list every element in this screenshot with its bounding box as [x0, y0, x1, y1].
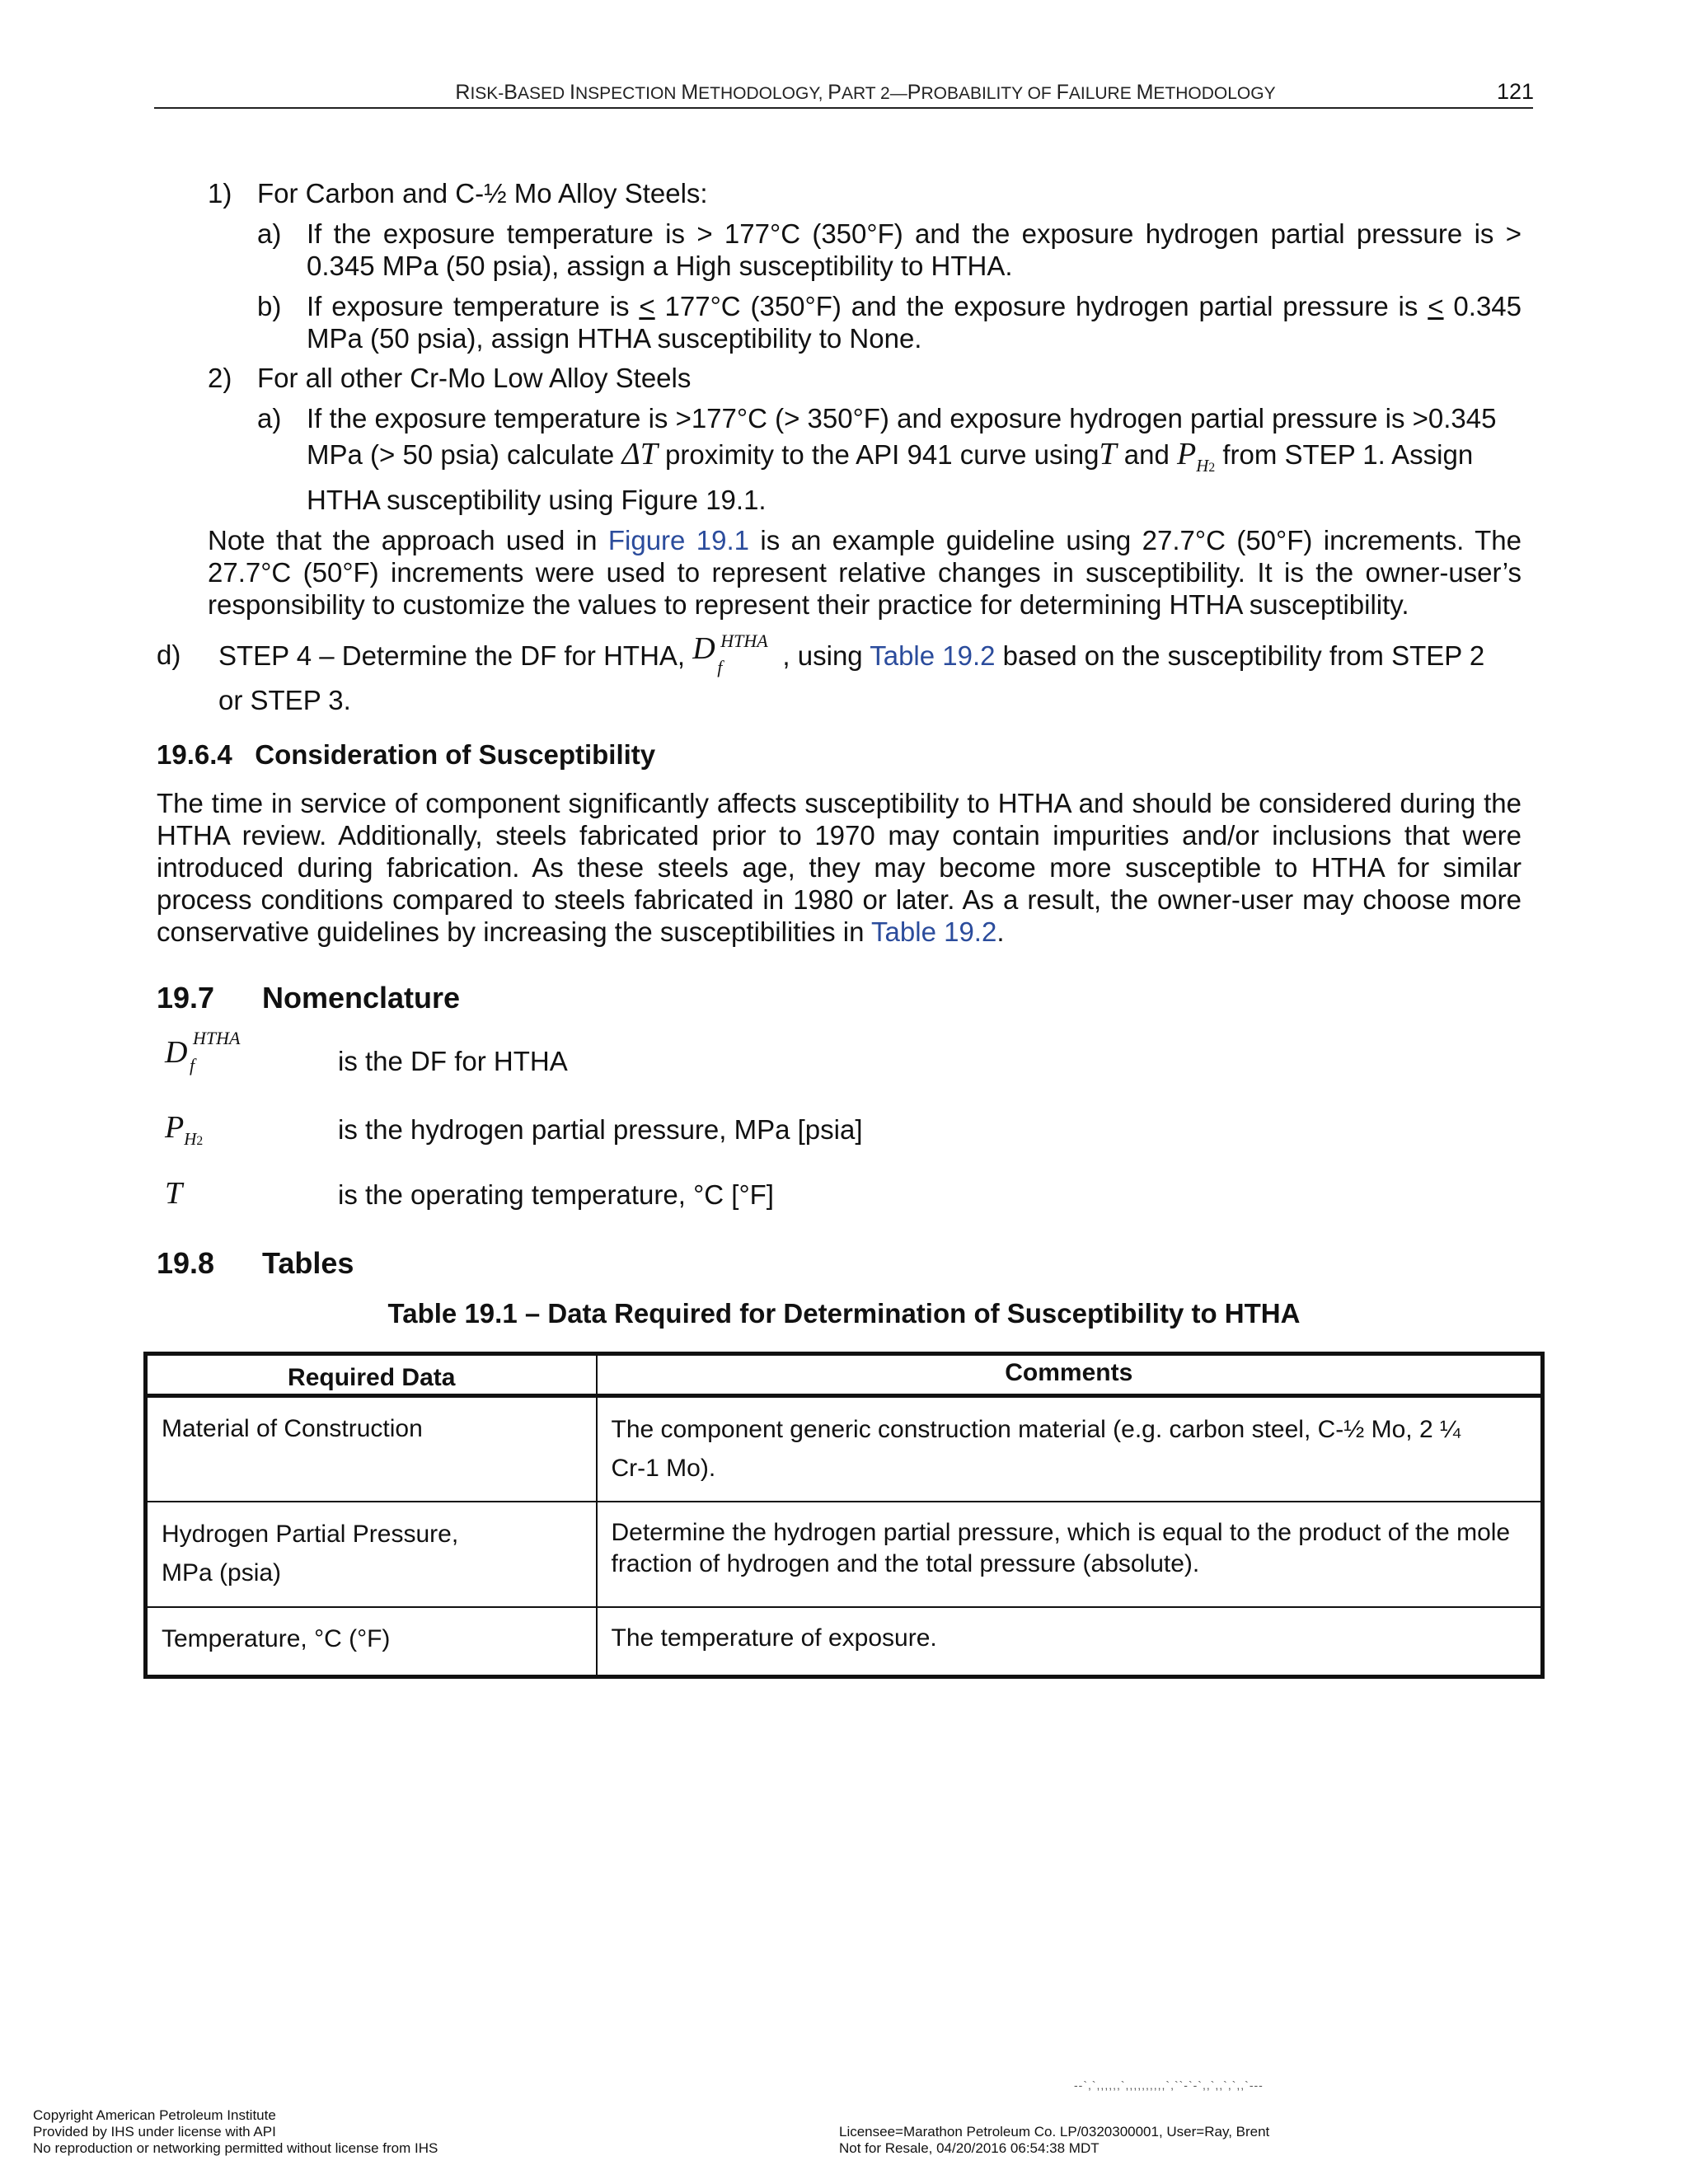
df-htha-symbol: D HTHA f	[692, 630, 768, 677]
table-row	[146, 1396, 1543, 1502]
footer-copyright: Copyright American Petroleum Institute Provided by IHS under license with API No reproduction or networking permitted without license from IHS	[33, 2107, 438, 2156]
note-paragraph: Note that the approach used in Figure 19.1 is an example guideline using 27.7°C (50°F) increments. The 27.7°C (50°F) increments were used to represent relative changes in susceptibility. It is the owner-user’s responsibility to customize the values to represent their practice for determining HTHA susceptibility.	[208, 525, 1522, 620]
susceptibility-paragraph: The time in service of component significantly affects susceptibility to HTHA and should be considered during the HTHA review. Additionally, steels fabricated prior to 1970 may contain impurities and/or inclusions that were introduced during fabrication. As these steels age, they may become more susceptible to HTHA for similar process conditions compared to steels fabricated in 1980 or later. As a result, the owner-user may choose more conservative guidelines by increasing the susceptibilities in Table 19.2.	[157, 788, 1522, 947]
list-item-text: If the exposure temperature is > 177°C (350°F) and the exposure hydrogen partial pressure is > 0.345 MPa (50 psia), assign a High susceptibility to HTHA.	[307, 218, 1522, 281]
list-item-text: For all other Cr-Mo Low Alloy Steels	[257, 363, 692, 393]
table-row	[146, 1502, 1543, 1607]
nomenclature-symbol-t: T	[165, 1176, 183, 1211]
table-19-2-link[interactable]: Table 19.2	[871, 916, 997, 947]
figure-19-1-link[interactable]: Figure 19.1	[607, 525, 750, 555]
table-cell: Determine the hydrogen partial pressure, which is equal to the product of the mole fraction of hydrogen and the total pressure (absolute).	[597, 1502, 1543, 1607]
footer-license: Licensee=Marathon Petroleum Co. LP/0320300001, User=Ray, Brent Not for Resale, 04/20/2016 06:54:38 MDT	[839, 2124, 1270, 2156]
header-divider	[154, 107, 1533, 109]
nomenclature-symbol-ph2: $P_{H2}$	[165, 1110, 204, 1149]
step4-text-cont: or STEP 3.	[218, 685, 351, 715]
t-symbol: T	[1099, 437, 1117, 471]
page-number: 121	[1496, 79, 1534, 104]
list-marker: a)	[257, 403, 282, 434]
table-19-2-link[interactable]: Table 19.2	[870, 640, 996, 671]
ph2-symbol: $P_{H2}$	[1177, 437, 1216, 476]
footer-dots: --`,`,,,,,,`,,,,,,,,,,`,``-`-`,,`,,`,`,,`---	[1074, 2079, 1264, 2092]
section-heading-19-6-4: 19.6.4 Consideration of Susceptibility	[157, 739, 656, 770]
list-item-text: HTHA susceptibility using Figure 19.1.	[307, 485, 767, 515]
list-item-text: For Carbon and C-½ Mo Alloy Steels:	[257, 178, 708, 209]
table-cell: Hydrogen Partial Pressure, MPa (psia)	[146, 1502, 597, 1607]
nomenclature-symbol-df: D HTHA f	[165, 1028, 241, 1076]
list-marker: a)	[257, 218, 282, 249]
running-header: RISK-BASED INSPECTION METHODOLOGY, PART 2—PROBABILITY OF FAILURE METHODOLOGY	[455, 81, 1276, 104]
table-caption: Table 19.1 – Data Required for Determination of Susceptibility to HTHA	[387, 1298, 1301, 1329]
table-header-row	[146, 1354, 1543, 1396]
section-title-nomenclature: Nomenclature	[262, 981, 461, 1015]
list-marker: d)	[157, 640, 181, 670]
data-table	[143, 1352, 1545, 1679]
table-cell: The temperature of exposure.	[597, 1607, 1543, 1677]
section-number-19-8: 19.8	[157, 1246, 215, 1280]
delta-t-symbol: ΔT	[621, 437, 658, 471]
list-marker: b)	[257, 291, 282, 321]
section-title-tables: Tables	[262, 1246, 354, 1280]
list-item-text: If the exposure temperature is >177°C (> 350°F) and exposure hydrogen partial pressure is >0.345	[307, 403, 1497, 434]
nomenclature-def: is the hydrogen partial pressure, MPa [psia]	[338, 1114, 863, 1145]
list-item-text: If exposure temperature is < 177°C (350°F) and the exposure hydrogen partial pressure is < 0.345 MPa (50 psia), assign HTHA susceptibility to None.	[307, 291, 1522, 354]
nomenclature-def: is the DF for HTHA	[338, 1046, 568, 1076]
list-item-text: MPa (> 50 psia) calculate ΔT proximity to the API 941 curve usingT and $P_{H2}$ from STEP 1. Assign	[307, 437, 1474, 476]
step4-text: STEP 4 – Determine the DF for HTHA, D HTHA f , using Table 19.2 based on the susceptibility from STEP 2	[218, 630, 1485, 677]
section-number-19-7: 19.7	[157, 981, 215, 1015]
nomenclature-def: is the operating temperature, °C [°F]	[338, 1179, 774, 1210]
column-header: Required Data	[146, 1354, 597, 1396]
table-cell: Temperature, °C (°F)	[146, 1607, 597, 1677]
table-cell: The component generic construction material (e.g. carbon steel, C-½ Mo, 2 ¼ Cr-1 Mo).	[597, 1396, 1543, 1502]
list-marker: 2)	[208, 363, 232, 393]
table-row	[146, 1607, 1543, 1677]
list-marker: 1)	[208, 178, 232, 209]
column-header: Comments	[597, 1354, 1543, 1396]
table-cell: Material of Construction	[146, 1396, 597, 1502]
